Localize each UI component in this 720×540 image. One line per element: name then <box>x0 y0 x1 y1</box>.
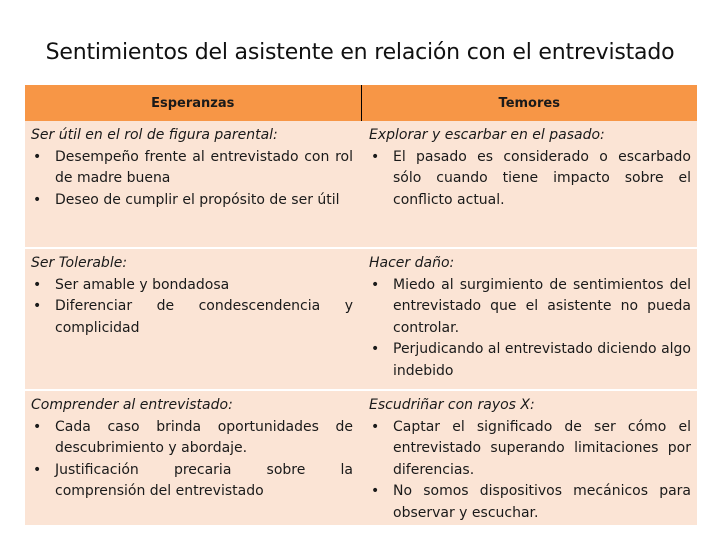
bullet-item: • Ser amable y bondadosa <box>31 275 353 297</box>
cell-title: Ser Tolerable: <box>31 255 128 271</box>
header-esperanzas: Esperanzas <box>25 85 362 121</box>
bullet-list <box>369 147 691 212</box>
esperanzas-cell <box>25 391 363 525</box>
temores-cell <box>363 121 697 247</box>
esperanzas-cell <box>25 249 363 389</box>
cell-title: Explorar y escarbar en el pasado: <box>369 127 605 143</box>
header-temores: Temores <box>498 95 560 111</box>
cell-title: Hacer daño: <box>369 255 455 271</box>
bullet-list <box>31 417 353 503</box>
bullet-item: • Deseo de cumplir el propósito de ser útil <box>31 190 353 212</box>
bullet-item: • Perjudicando al entrevistado diciendo algo indebido <box>369 339 691 382</box>
cell-title: Comprender al entrevistado: <box>31 397 233 413</box>
bullet-list <box>31 147 353 212</box>
cell-title: Ser útil en el rol de figura parental: <box>31 127 278 143</box>
temores-cell <box>363 249 697 389</box>
temores-cell <box>363 391 697 525</box>
table-row <box>25 121 697 249</box>
table-row <box>25 391 697 527</box>
esperanzas-cell <box>25 121 363 247</box>
bullet-item: • Captar el significado de ser cómo el entrevistado superando limitaciones por diferencias. <box>369 417 691 482</box>
slide-title: Sentimientos del asistente en relación con el entrevistado <box>45 40 675 65</box>
bullet-item: • Miedo al surgimiento de sentimientos del entrevistado que el asistente no pueda controlar. <box>369 275 691 340</box>
bullet-item: • Justificación precaria sobre la comprensión del entrevistado <box>31 460 353 503</box>
cell-title: Escudriñar con rayos X: <box>369 397 535 413</box>
bullet-item: • Diferenciar de condescendencia y complicidad <box>31 296 353 339</box>
bullet-list <box>369 417 691 525</box>
bullet-item: • Cada caso brinda oportunidades de descubrimiento y abordaje. <box>31 417 353 460</box>
comparison-table <box>25 85 697 527</box>
bullet-list <box>31 275 353 340</box>
bullet-item: • El pasado es considerado o escarbado sólo cuando tiene impacto sobre el conflicto actual. <box>369 147 691 212</box>
table-header-row <box>25 85 697 121</box>
bullet-item: • No somos dispositivos mecánicos para observar y escuchar. <box>369 481 691 524</box>
bullet-item: • Desempeño frente al entrevistado con rol de madre buena <box>31 147 353 190</box>
bullet-list <box>369 275 691 383</box>
table-row <box>25 249 697 391</box>
